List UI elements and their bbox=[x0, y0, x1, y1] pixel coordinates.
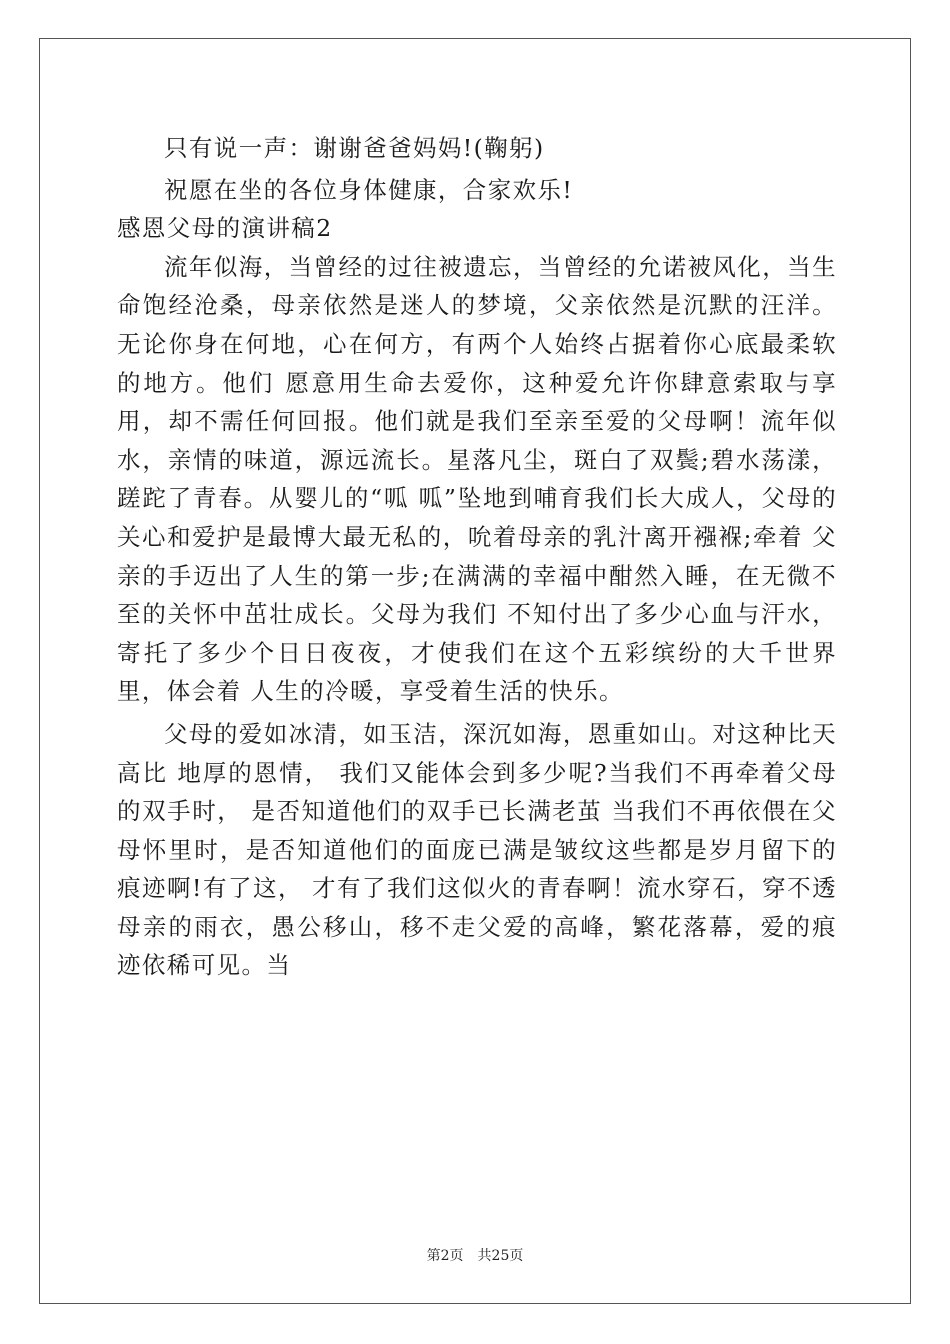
section-heading: 感恩父母的演讲稿2 bbox=[117, 214, 333, 243]
page-footer bbox=[0, 1246, 950, 1266]
paragraph-body-1: 流年似海，当曾经的过往被遗忘，当曾经的允诺被风化，当生命饱经沧桑，母亲依然是迷人的梦境，父亲依然是沉默的汪洋。无论你身在何地，心在何方，有两个人始终占据着你心底最柔软的地方。他们 愿意用生命去爱你，这种爱允许你肆意索取与享用，却不需任何回报。他们就是我们至亲至爱的父母啊！流年似水，亲情的味道，源远流长。星落凡尘，斑白了双鬓;碧水荡漾，蹉跎了青春。从婴儿的“呱 呱”坠地到哺育我们长大成人，父母的关心和爱护是最博大最无私的，吮着母亲的乳汁离开襁褓;牵着 父亲的手迈出了人生的第一步;在满满的幸福中酣然入睡，在无微不至的关怀中茁壮成长。父母为我们 不知付出了多少心血与汗水，寄托了多少个日日夜夜，才使我们在这个五彩缤纷的大千世界里，体会着 人生的冷暖，享受着生活的快乐。 bbox=[117, 252, 837, 706]
document-body bbox=[117, 129, 837, 985]
page-number: 第2页 bbox=[426, 1248, 464, 1264]
paragraph-body-2: 父母的爱如冰清，如玉洁，深沉如海，恩重如山。对这种比天高比 地厚的恩情， 我们又能体会到多少呢?当我们不再牵着父母的双手时， 是否知道他们的双手已长满老茧 当我们不再依偎在父母怀里时，是否知道他们的面庞已满是皱纹这些都是岁月留下的痕迹啊!有了这， 才有了我们这似火的青春啊！流水穿石，穿不透母亲的雨衣，愚公移山，移不走父爱的高峰，繁花落幕，爱的痕迹依稀可见。当 bbox=[117, 719, 837, 980]
paragraph-wishes: 祝愿在坐的各位身体健康，合家欢乐! bbox=[164, 175, 574, 204]
page-total: 共25页 bbox=[477, 1248, 524, 1264]
paragraph-thanks: 只有说一声：谢谢爸爸妈妈!(鞠躬) bbox=[164, 134, 545, 162]
